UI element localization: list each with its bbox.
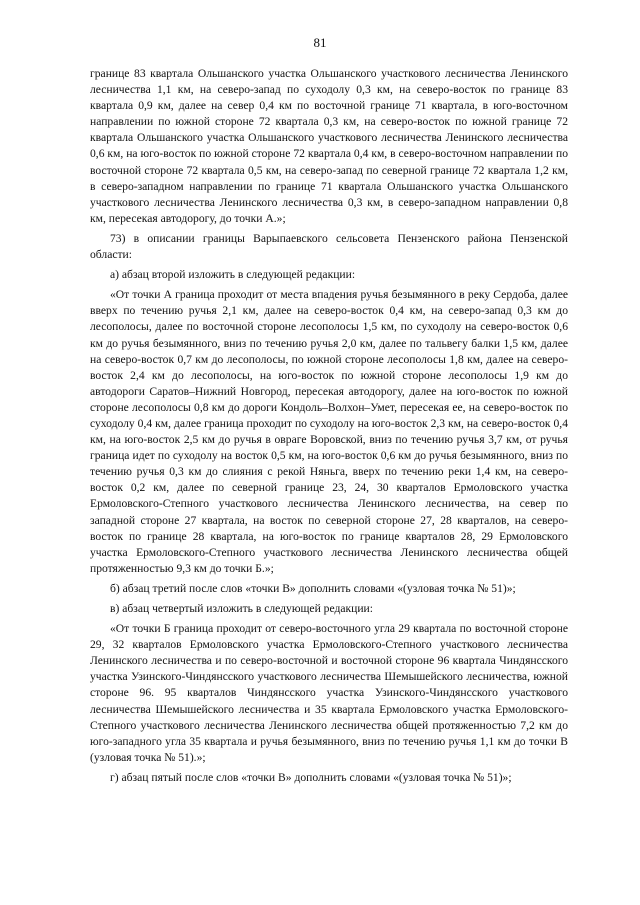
paragraph-subitem-g: г) абзац пятый после слов «точки В» дополнить словами «(узловая точка № 51)»; (110, 770, 512, 784)
paragraph-subitem-b: б) абзац третий после слов «точки В» дополнить словами «(узловая точка № 51)»; (110, 581, 516, 595)
paragraph-subitem-v: в) абзац четвертый изложить в следующей редакции: (110, 602, 373, 615)
paragraph-item-73: 73) в описании границы Варыпаевского сельсовета Пензенского района Пензенской области: (90, 231, 568, 262)
paragraph-quote-point-a: «От точки А граница проходит от места впадения ручья безымянного в реку Сердоба, далее вверх по течению ручья 2,1 км, далее на северо-восток 0,4 км, на северо-запад 0,3 км до лесополосы, далее по восточной стороне лесополосы 1,5 км, по суходолу на северо-восток 0,6 км до ручья безымянного, вниз по течению ручья 2,0 км, далее по тальвегу балки 1,5 км, далее на северо-восток 0,7 км до лесополосы, по южной стороне лесополосы 1,8 км, далее на северо-восток 2,4 км до лесополосы, на юго-восток по южной стороне лесополосы 1,9 км до автодороги Саратов–Нижний Новгород, пересекая автодорогу, далее на юго-восток по южной стороне лесополосы 0,8 км до дороги Кондоль–Волхон–Умет, пересекая ее, на северо-восток по суходолу 0,4 км, далее граница проходит по суходолу на юго-восток 2,3 км, на северо-восток 0,4 км, на юго-восток 2,5 км до ручья в овраге Воровской, вниз по течению ручья 3,7 км, от ручья граница идет по суходолу на восток 0,5 км, на юго-восток 0,6 км до ручья безымянного, вниз по течению ручья 0,3 км до слияния с рекой Няньга, вверх по течению реки 1,4 км, на северо-восток 0,2 км, далее по северной границе 23, 24, 30 кварталов Ермоловского участка Ермоловского-Степного участкового лесничества Ленинского лесничества, на север по западной стороне 27 квартала, на восток по северной стороне 27, 28 кварталов, на северо-восток по границе 28 квартала, на юго-восток по границе кварталов 28, 29 Ермоловского участка Ермоловского-Степного участкового лесничества Ленинского лесничества общей протяженностью 9,3 км до точки Б.»; (90, 288, 568, 575)
page-number: 81 (313, 35, 327, 50)
paragraph-quote-point-b: «От точки Б граница проходит от северо-восточного угла 29 квартала по восточной стороне 29, 32 кварталов Ермоловского участка Ермоловского-Степного участкового лесничества Ленинского лесничества и по северо-восточной и восточной стороне 96 квартала Чиндянсского участка Узинского-Чиндянсского участкового лесничества Шемышейского лесничества, южной стороне 96. 95 кварталов Чиндянсского участка Узинского-Чиндянсского участкового лесничества Шемышейского лесничества и 35 квартала Ермоловского участка Ермоловского-Степного участкового лесничества Ленинского лесничества общей протяженностью 7,2 км до юго-западного угла 35 квартала и ручья безымянного, вниз по течению ручья 1,1 км до точки В (узловая точка № 51).»; (90, 622, 568, 764)
paragraph-continuation: границе 83 квартала Ольшанского участка Ольшанского участкового лесничества Ленинского лесничества 1,1 км, на северо-запад по суходолу 0,3 км, на северо-восток по границе 83 квартала 0,9 км, далее на север 0,4 км по восточной границе 71 квартала, в юго-восточном направлении по южной стороне 72 квартала 0,3 км, на северо-восток по южной границе 72 квартала Ольшанского участка Ольшанского участкового лесничества Ленинского лесничества 0,6 км, на юго-восток по южной стороне 72 квартала 0,4 км, в северо-восточном направлении по восточной стороне 72 квартала 0,5 км, на северо-запад по северной границе 72 квартала 1,2 км, в северо-западном направлении по границе 71 квартала Ольшанского участка Ольшанского участкового лесничества Ленинского лесничества 0,3 км, в северо-западном направлении 0,8 км, пересекая автодорогу, до точки А.»; (90, 67, 568, 225)
document-body (90, 66, 568, 786)
paragraph-subitem-a: а) абзац второй изложить в следующей редакции: (110, 268, 356, 282)
